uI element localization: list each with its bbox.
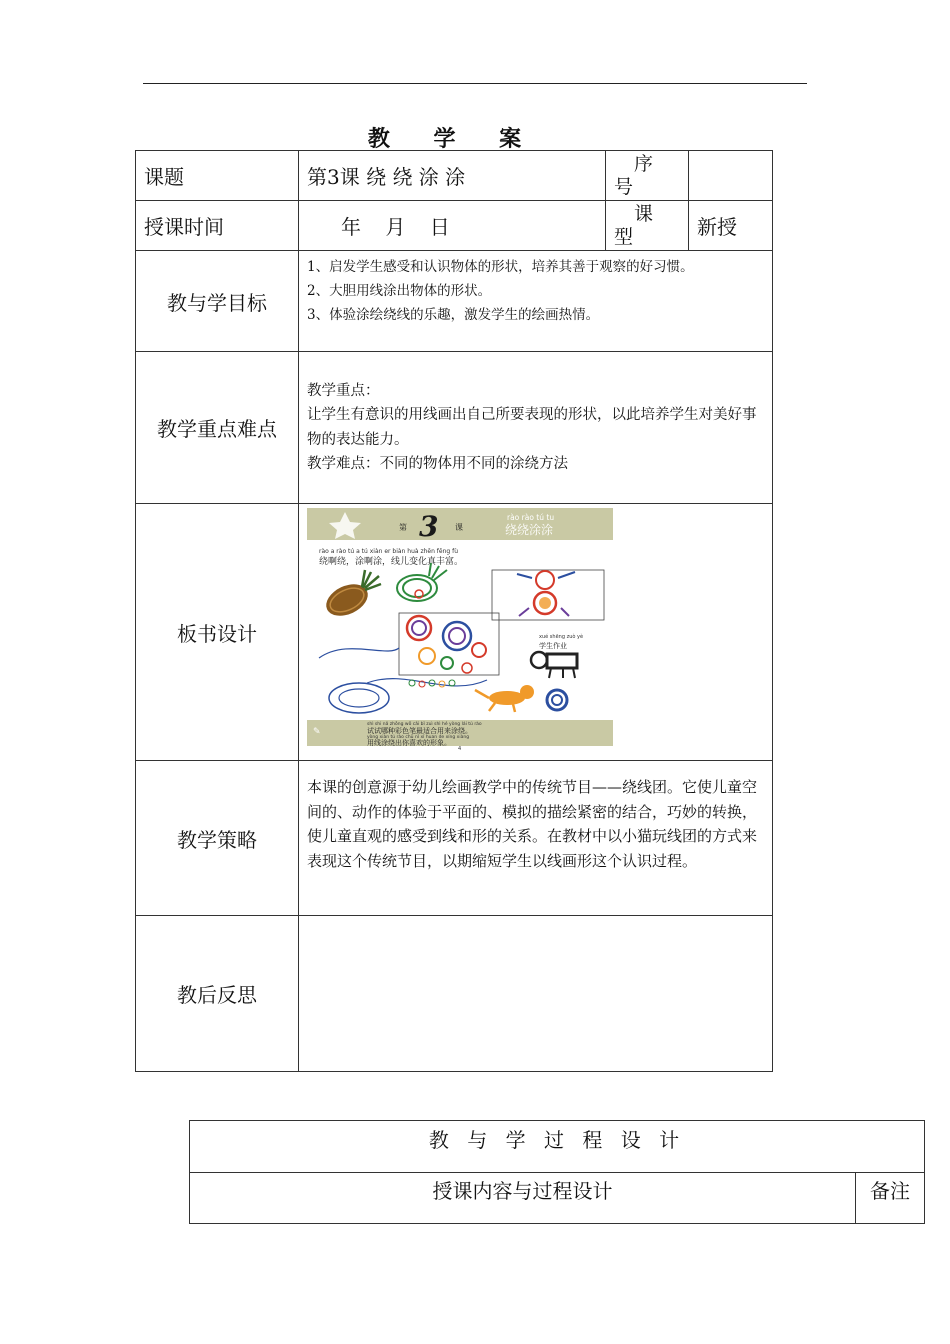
time-value: 年 月 日 — [299, 201, 606, 251]
goal-item: 1、启发学生感受和认识物体的形状，培养其善于观察的好习惯。 — [307, 259, 694, 275]
type-label-line2: 型 — [614, 225, 634, 248]
goals-content — [299, 251, 773, 352]
footer-line-1: 试试哪种彩色笔最适合用来涂绕。 — [367, 727, 472, 735]
strategy-content: 本课的创意源于幼儿绘画教学中的传统节目——绕线团。它使儿童空间的、动作的体验于平面的、模拟的描绘紧密的结合，巧妙的转换，使儿童直观的感受到线和形的关系。在教材中以小猫玩线团的方式来表现这个传统节目，以期缩短学生以线画形这个认识过程。 — [299, 761, 773, 916]
board-row — [136, 504, 773, 761]
lesson-number: 3 — [419, 510, 439, 543]
type-value: 新授 — [689, 201, 773, 251]
key-point-item: 教学重点： — [307, 382, 380, 399]
footer-pinyin-1: shì shi nǎ zhǒng wǒ cǎi bǐ zuì shì hé yòng lái tú rào — [367, 722, 482, 727]
lesson-plan-table — [135, 150, 773, 1072]
textbook-page-image — [307, 508, 613, 751]
footer-line-2: 用线涂绕出你喜欢的形象。 — [367, 739, 451, 747]
process-design-table — [189, 1120, 925, 1224]
reflection-row — [136, 916, 773, 1072]
topic-label: 课题 — [136, 151, 299, 201]
topic-row — [136, 151, 773, 201]
lesson-prefix: 第 — [399, 523, 407, 532]
key-points-label: 教学重点难点 — [136, 352, 299, 504]
lesson-suffix: 课 — [455, 523, 463, 532]
key-points-row — [136, 352, 773, 504]
document-title: 教 学 案 — [367, 126, 540, 152]
key-points-content — [299, 352, 773, 504]
reflection-content — [299, 916, 773, 1072]
serial-label-line2: 号 — [614, 175, 634, 198]
pinyin-title: rào rào tú tu — [507, 513, 555, 522]
goals-label: 教与学目标 — [136, 251, 299, 352]
pencil-icon: ✎ — [313, 727, 321, 737]
goal-item: 2、大胆用线涂出物体的形状。 — [307, 283, 492, 299]
chinese-line: 绕啊绕，涂啊涂，线儿变化真丰富。 — [319, 557, 464, 567]
serial-value — [689, 151, 773, 201]
process-title: 教 与 学 过 程 设 计 — [190, 1121, 925, 1173]
strategy-label: 教学策略 — [136, 761, 299, 916]
serial-label — [606, 151, 689, 201]
time-label: 授课时间 — [136, 201, 299, 251]
goals-row — [136, 251, 773, 352]
time-row — [136, 201, 773, 251]
key-point-item: 教学难点：不同的物体用不同的涂绕方法 — [307, 456, 568, 472]
reflection-label: 教后反思 — [136, 916, 299, 1072]
board-label: 板书设计 — [136, 504, 299, 761]
process-content-header: 授课内容与过程设计 — [190, 1173, 856, 1224]
header-rule — [143, 83, 807, 84]
type-label-line1: 课 — [634, 202, 654, 225]
page-number: 4 — [458, 746, 462, 751]
board-content — [299, 504, 773, 761]
chinese-title: 绕绕涂涂 — [505, 523, 554, 537]
student-work-pinyin: xué shēng zuò yè — [539, 634, 584, 640]
process-header-row — [190, 1173, 925, 1224]
student-work-label: 学生作业 — [539, 642, 567, 650]
type-label — [606, 201, 689, 251]
process-notes-header: 备注 — [856, 1173, 925, 1224]
strategy-row — [136, 761, 773, 916]
key-point-item: 让学生有意识的用线画出自己所要表现的形状，以此培养学生对美好事物的表达能力。 — [307, 407, 757, 448]
footer-pinyin-2: yòng xiàn tú rào chū nǐ xǐ huan de xíng xiàng — [367, 735, 470, 740]
serial-label-line1: 序 — [634, 152, 654, 175]
goal-item: 3、体验涂绘绕线的乐趣，激发学生的绘画热情。 — [307, 307, 600, 323]
process-title-row — [190, 1121, 925, 1173]
topic-value: 第3课 绕 绕 涂 涂 — [299, 151, 606, 201]
pinyin-line: rào a rào tú a tú xiàn er biàn huà zhēn fēng fù — [319, 548, 459, 555]
